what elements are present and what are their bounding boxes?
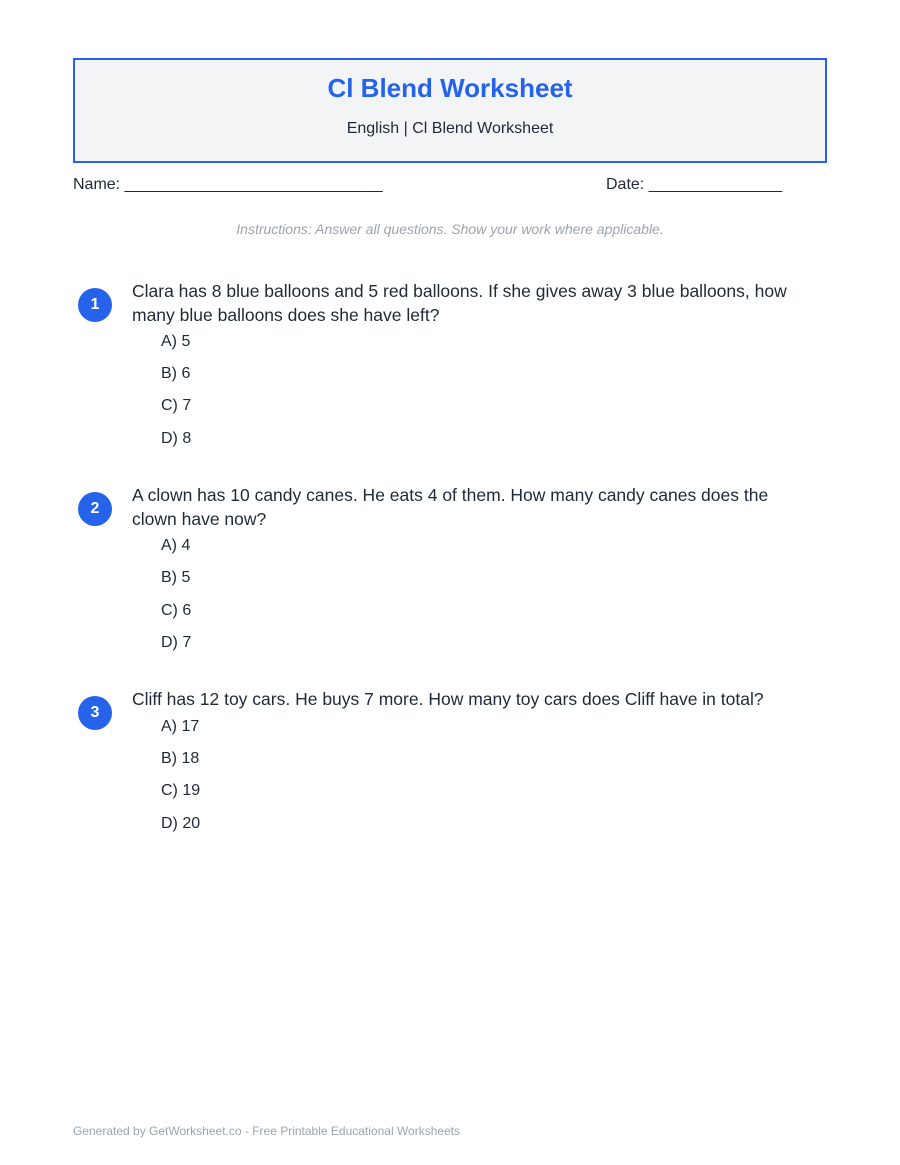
- question-text: A clown has 10 candy canes. He eats 4 of them. How many candy canes does the clown have now?: [132, 485, 769, 529]
- answer-option[interactable]: D) 7: [161, 634, 192, 651]
- page-footer: Generated by GetWorksheet.co - Free Printable Educational Worksheets: [73, 1124, 461, 1138]
- question-text: Cliff has 12 toy cars. He buys 7 more. How many toy cars does Cliff have in total?: [132, 689, 764, 709]
- question-text: Clara has 8 blue balloons and 5 red balloons. If she gives away 3 blue balloons, how many blue balloons does she have left?: [132, 281, 787, 325]
- instructions-text: Instructions: Answer all questions. Show your work where applicable.: [236, 221, 664, 237]
- page-title: Cl Blend Worksheet: [327, 73, 573, 103]
- answer-option[interactable]: A) 17: [161, 718, 200, 735]
- answer-option[interactable]: D) 20: [161, 815, 201, 832]
- answer-option[interactable]: B) 6: [161, 365, 191, 382]
- answer-option[interactable]: A) 4: [161, 537, 191, 554]
- page-subtitle: English | Cl Blend Worksheet: [346, 120, 554, 137]
- answer-option[interactable]: A) 5: [161, 333, 191, 350]
- worksheet-header: [73, 58, 827, 163]
- date-field[interactable]: Date: _______________: [606, 176, 783, 193]
- answer-option[interactable]: C) 19: [161, 782, 201, 799]
- question-number-badge: 1: [78, 288, 112, 322]
- answer-option[interactable]: C) 6: [161, 602, 192, 619]
- answer-option[interactable]: B) 18: [161, 750, 200, 767]
- answer-option[interactable]: C) 7: [161, 397, 192, 414]
- answer-option[interactable]: B) 5: [161, 569, 191, 586]
- question-number-badge: 2: [78, 492, 112, 526]
- name-field[interactable]: Name: _____________________________: [73, 176, 383, 193]
- question-number-badge: 3: [78, 696, 112, 730]
- answer-option[interactable]: D) 8: [161, 430, 192, 447]
